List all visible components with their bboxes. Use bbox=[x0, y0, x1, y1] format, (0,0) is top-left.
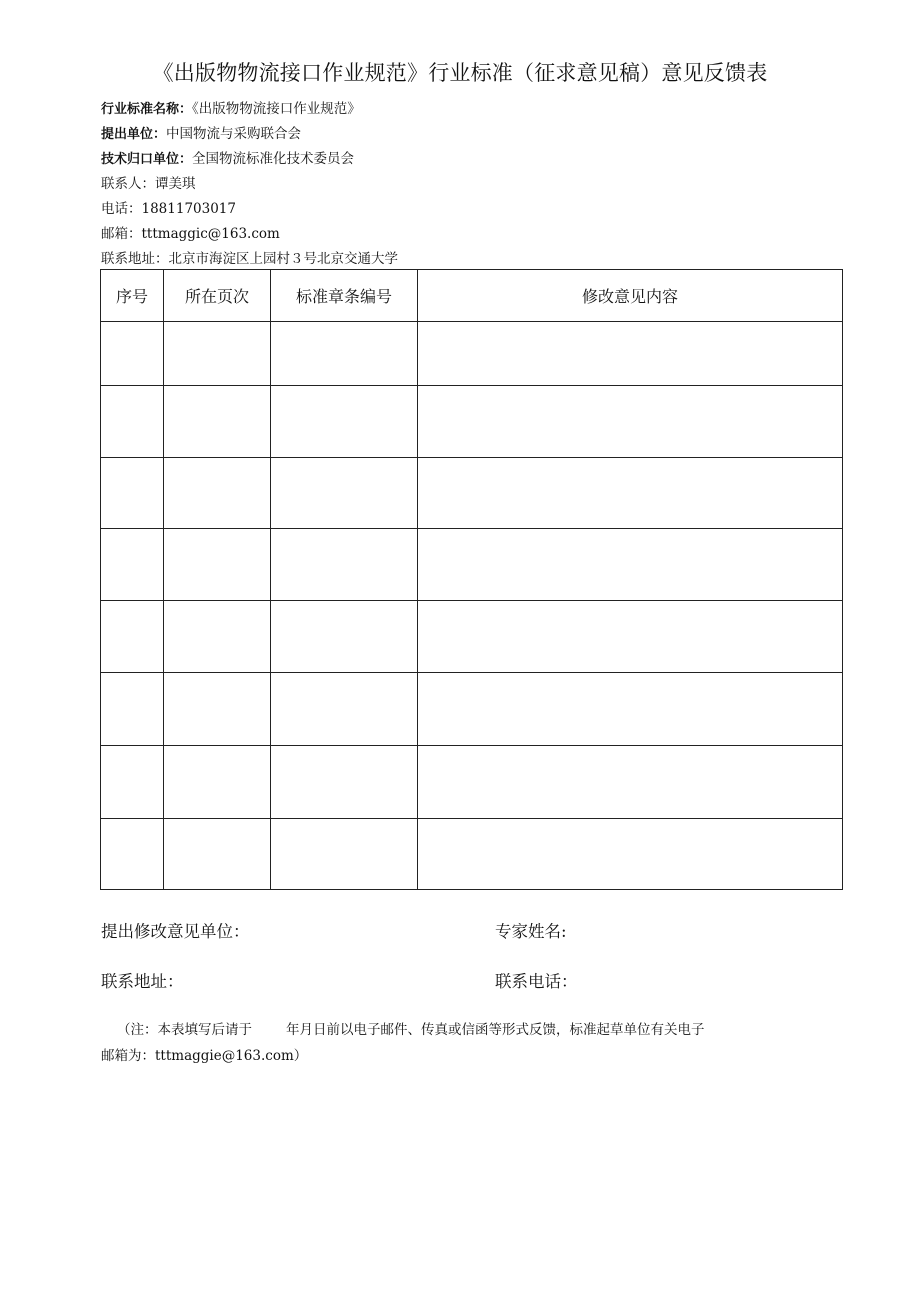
table-cell[interactable] bbox=[418, 458, 843, 529]
info-value: 《出版物物流接口作业规范》 bbox=[192, 101, 361, 117]
table-header-row bbox=[101, 270, 843, 322]
info-label: 提出单位： bbox=[101, 127, 167, 142]
info-proposer bbox=[101, 122, 398, 147]
table-row bbox=[101, 529, 843, 601]
table-cell[interactable] bbox=[418, 529, 843, 601]
table-cell[interactable] bbox=[164, 322, 271, 386]
table-cell[interactable] bbox=[271, 601, 418, 673]
table-cell[interactable] bbox=[164, 746, 271, 819]
table-cell[interactable] bbox=[101, 458, 164, 529]
table-cell[interactable] bbox=[101, 529, 164, 601]
info-email bbox=[101, 222, 398, 247]
table-cell[interactable] bbox=[418, 601, 843, 673]
table-cell[interactable] bbox=[418, 322, 843, 386]
expert-name-label: 专家姓名: bbox=[495, 922, 567, 941]
table-cell[interactable] bbox=[418, 819, 843, 890]
table-cell[interactable] bbox=[418, 386, 843, 458]
info-value: 谭美琪 bbox=[155, 176, 196, 192]
info-contact-person bbox=[101, 172, 398, 197]
feedback-table bbox=[100, 269, 843, 890]
table-cell[interactable] bbox=[164, 386, 271, 458]
table-row bbox=[101, 673, 843, 746]
table-cell[interactable] bbox=[164, 601, 271, 673]
table-cell[interactable] bbox=[271, 819, 418, 890]
table-cell[interactable] bbox=[271, 458, 418, 529]
footnote bbox=[101, 1017, 801, 1069]
info-label: 邮箱： bbox=[101, 226, 142, 242]
note-part1: （注：本表填写后请于 bbox=[117, 1022, 252, 1038]
table-cell[interactable] bbox=[101, 322, 164, 386]
info-phone bbox=[101, 197, 398, 222]
table-row bbox=[101, 746, 843, 819]
table-cell[interactable] bbox=[101, 819, 164, 890]
table-cell[interactable] bbox=[271, 322, 418, 386]
table-row bbox=[101, 386, 843, 458]
table-cell[interactable] bbox=[164, 673, 271, 746]
table-cell[interactable] bbox=[271, 386, 418, 458]
info-label: 电话： bbox=[101, 201, 142, 217]
unit-label: 提出修改意见单位： bbox=[101, 922, 250, 941]
table-cell[interactable] bbox=[101, 673, 164, 746]
table-cell[interactable] bbox=[418, 673, 843, 746]
note-part3: 邮箱为：tttmaggie@163.com） bbox=[101, 1048, 308, 1064]
header-comment-content: 修改意见内容 bbox=[418, 270, 843, 322]
info-technical-unit bbox=[101, 147, 398, 172]
info-value: tttmaggic@163.com bbox=[141, 226, 280, 242]
info-value: 18811703017 bbox=[141, 201, 236, 217]
info-label: 联系人： bbox=[101, 176, 155, 192]
table-cell[interactable] bbox=[271, 673, 418, 746]
note-part2: 年月日前以电子邮件、传真或信函等形式反馈，标准起草单位有关电子 bbox=[286, 1022, 705, 1038]
address-label: 联系地址： bbox=[101, 972, 184, 991]
info-label: 行业标准名称： bbox=[101, 102, 193, 117]
info-value: 全国物流标准化技术委员会 bbox=[192, 151, 355, 167]
info-label: 联系地址： bbox=[101, 251, 169, 267]
standard-info bbox=[101, 97, 398, 272]
table-row bbox=[101, 601, 843, 673]
table-cell[interactable] bbox=[164, 458, 271, 529]
phone-label: 联系电话： bbox=[495, 972, 578, 991]
info-standard-name bbox=[101, 97, 398, 122]
table-row bbox=[101, 819, 843, 890]
table-row bbox=[101, 322, 843, 386]
table-cell[interactable] bbox=[164, 819, 271, 890]
table-cell[interactable] bbox=[271, 746, 418, 819]
info-value: 北京市海淀区上园村３号北京交通大学 bbox=[168, 251, 398, 267]
table-cell[interactable] bbox=[271, 529, 418, 601]
table-row bbox=[101, 458, 843, 529]
table-cell[interactable] bbox=[164, 529, 271, 601]
info-label: 技术归口单位： bbox=[101, 152, 193, 167]
table-cell[interactable] bbox=[101, 601, 164, 673]
header-serial-number: 序号 bbox=[101, 270, 164, 322]
header-clause-number: 标准章条编号 bbox=[271, 270, 418, 322]
form-title: 《出版物物流接口作业规范》行业标准（征求意见稿）意见反馈表 bbox=[152, 61, 768, 85]
table-cell[interactable] bbox=[418, 746, 843, 819]
info-value: 中国物流与采购联合会 bbox=[166, 126, 302, 142]
table-cell[interactable] bbox=[101, 746, 164, 819]
header-page: 所在页次 bbox=[164, 270, 271, 322]
table-cell[interactable] bbox=[101, 386, 164, 458]
